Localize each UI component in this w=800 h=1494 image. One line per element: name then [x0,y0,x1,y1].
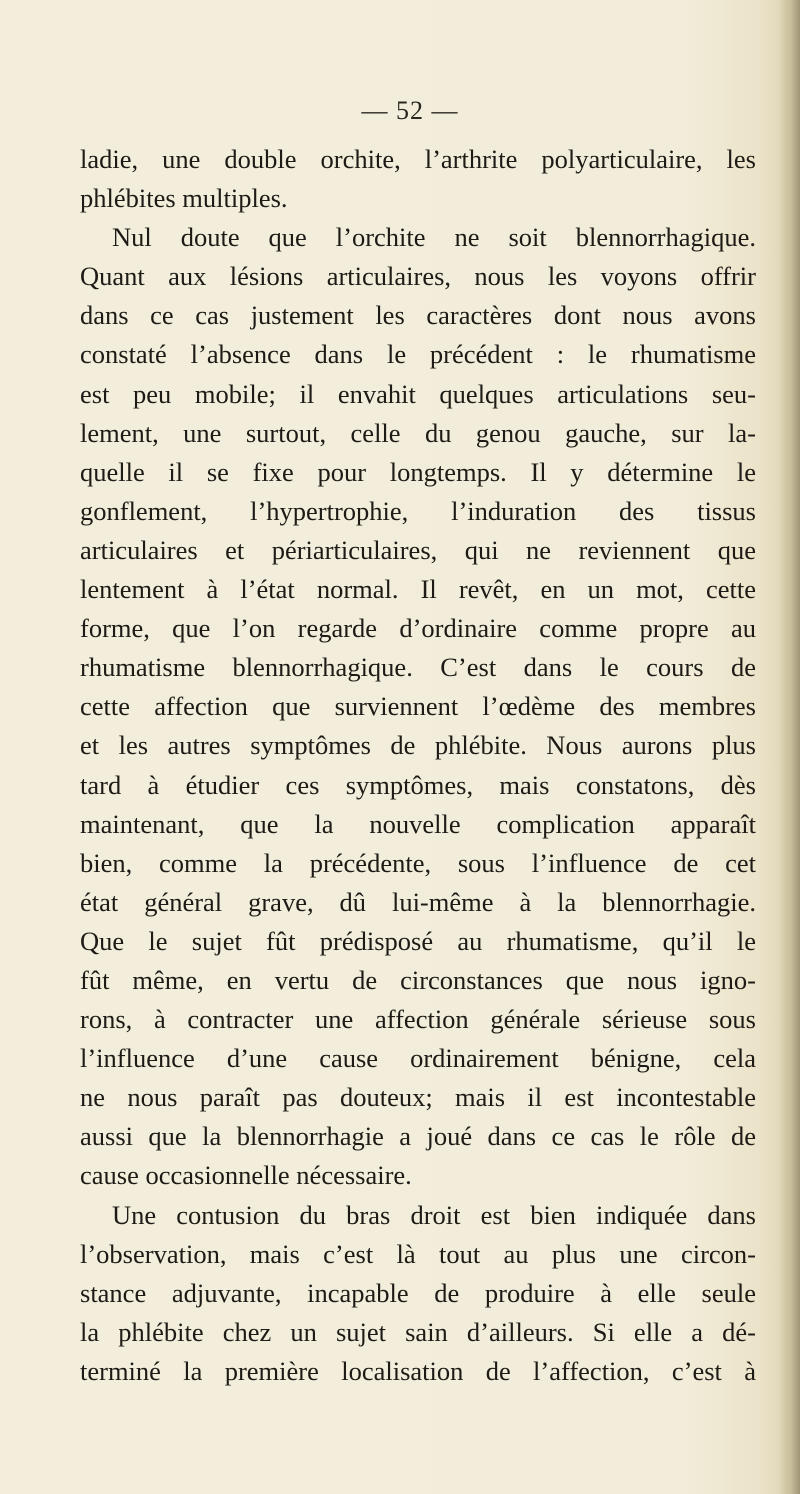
text-line: fût même, en vertu de circonstances que nous igno- [80,964,756,995]
text-line: articulaires et périarticulaires, qui ne reviennent que [80,534,756,565]
text-line: lement, une surtout, celle du genou gauche, sur la- [80,417,756,448]
page-number: — 52 — [361,96,459,125]
text-line: la phlébite chez un sujet sain d’ailleurs. Si elle a dé- [80,1316,756,1347]
text-line: aussi que la blennorrhagie a joué dans ce cas le rôle de [80,1121,756,1152]
text-line: est peu mobile; il envahit quelques articulations seu- [80,378,756,409]
text-line: Que le sujet fût prédisposé au rhumatisme, qu’il le [80,925,756,956]
text-line: forme, que l’on regarde d’ordinaire comme propre au [80,613,756,644]
text-line: ladie, une double orchite, l’arthrite polyarticulaire, les [80,144,756,174]
body-text [80,140,756,1391]
text-line: dans ce cas justement les caractères dont nous avons [80,300,756,331]
text-line: et les autres symptômes de phlébite. Nous aurons plus [80,730,756,761]
text-line: bien, comme la précédente, sous l’influence de cet [80,847,756,878]
text-line: ne nous paraît pas douteux; mais il est incontestable [80,1082,756,1113]
text-line: Quant aux lésions articulaires, nous les voyons offrir [80,261,756,292]
page-edge-shadow [778,0,800,1494]
text-line: maintenant, que la nouvelle complication apparaît [80,808,756,839]
text-line: rons, à contracter une affection générale sérieuse sous [80,1004,756,1035]
text-line: phlébites multiples. [80,183,288,214]
text-line: terminé la première localisation de l’affection, c’est à [80,1355,756,1386]
text-line: stance adjuvante, incapable de produire à elle seule [80,1277,756,1308]
text-line: Nul doute que l’orchite ne soit blennorrhagique. [112,222,756,253]
text-line: cette affection que surviennent l’œdème des membres [80,691,756,722]
text-line: lentement à l’état normal. Il revêt, en un mot, cette [80,574,756,605]
text-line: cause occasionnelle nécessaire. [80,1160,412,1191]
text-line: gonflement, l’hypertrophie, l’induration des tissus [80,495,756,526]
text-line: état général grave, dû lui-même à la blennorrhagie. [80,886,756,917]
text-line: Une contusion du bras droit est bien indiquée dans [112,1199,756,1230]
text-line: constaté l’absence dans le précédent : le rhumatisme [80,339,756,370]
text-line: rhumatisme blennorrhagique. C’est dans le cours de [80,652,756,683]
text-line: tard à étudier ces symptômes, mais constatons, dès [80,769,756,800]
text-line: l’observation, mais c’est là tout au plus une circon- [80,1238,756,1269]
text-line: l’influence d’une cause ordinairement bénigne, cela [80,1043,756,1074]
text-line: quelle il se fixe pour longtemps. Il y détermine le [80,456,756,487]
